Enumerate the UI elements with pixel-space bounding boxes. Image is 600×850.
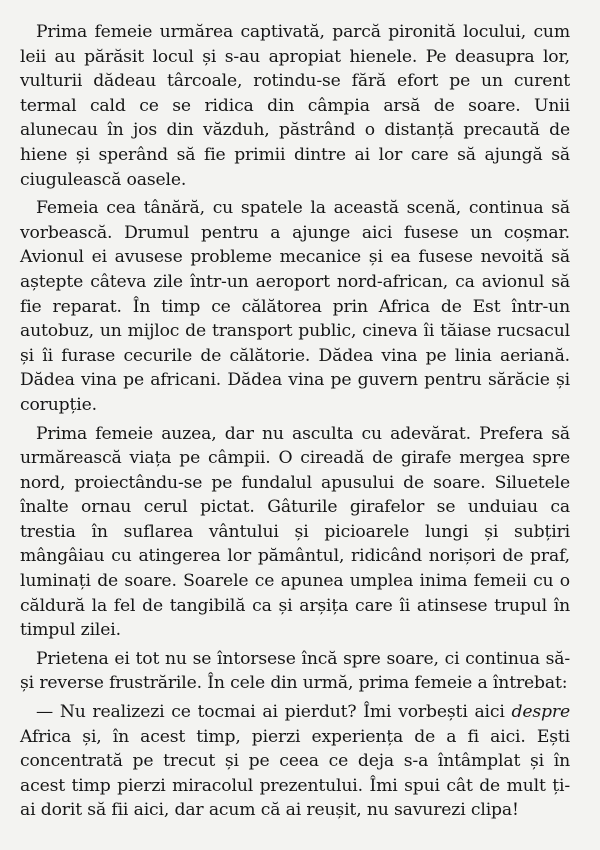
paragraph: Prietena ei tot nu se întorsese încă spre soare, ci continua să-și reverse frustrările. În cele din urmă, prima femeie a întrebat:: [20, 648, 570, 694]
emphasized-word: despre: [511, 702, 570, 723]
dialogue-paragraph: [20, 700, 570, 823]
dialogue-text: — Nu realizezi ce tocmai ai pierdut? Îmi vorbești aici: [36, 702, 512, 723]
dialogue-text: Africa și, în acest timp, pierzi experiența de a fi aici. Ești concentrată pe trecut și pe ceea ce deja s-a întâmplat și în acest timp pierzi miracolul prezentului. Îmi spui cât de mult ți-ai dorit să fii aici, dar acum că ai reușit, nu savurezi clipa!: [20, 726, 570, 821]
paragraph: Prima femeie urmărea captivată, parcă pironită locului, cum leii au părăsit locul și s-au apropiat hienele. Pe deasupra lor, vulturii dădeau târcoale, rotindu-se fără efort pe un curent termal cald ce se ridica din câmpia arsă de soare. Unii alunecau în jos din văzduh, păstrând o distanță precaută de hiene și sperând să fie primii dintre ai lor care să ajungă să ciugulească oasele.: [20, 22, 570, 190]
paragraph: Prima femeie auzea, dar nu asculta cu adevărat. Prefera să urmărească viața pe câmpii. O cireadă de girafe mergea spre nord, proiectându-se pe fundalul apusului de soare. Siluetele înalte ornau cerul pictat. Gâturile girafelor se unduiau ca trestia în suflarea vântului și picioarele lungi și subțiri mângâiau cu atingerea lor pământul, ridicând norișori de praf, luminați de soare. Soarele ce apunea umplea inima femeii cu o căldură la fel de tangibilă ca și arșița care îi atinsese trupul în timpul zilei.: [20, 423, 570, 641]
paragraph: Femeia cea tânără, cu spatele la această scenă, continua să vorbească. Drumul pentru a ajunge aici fusese un coșmar. Avionul ei avusese probleme mecanice și ea fusese nevoită să aștepte câteva zile într-un aeroport nord-african, ca avionul să fie reparat. În timp ce călătorea prin Africa de Est într-un autobuz, un mijloc de transport public, cineva îi tăiase rucsacul și îi furase cecurile de călătorie. Dădea vina pe linia aeriană. Dădea vina pe africani. Dădea vina pe guvern pentru sărăcie și corupție.: [20, 198, 570, 415]
